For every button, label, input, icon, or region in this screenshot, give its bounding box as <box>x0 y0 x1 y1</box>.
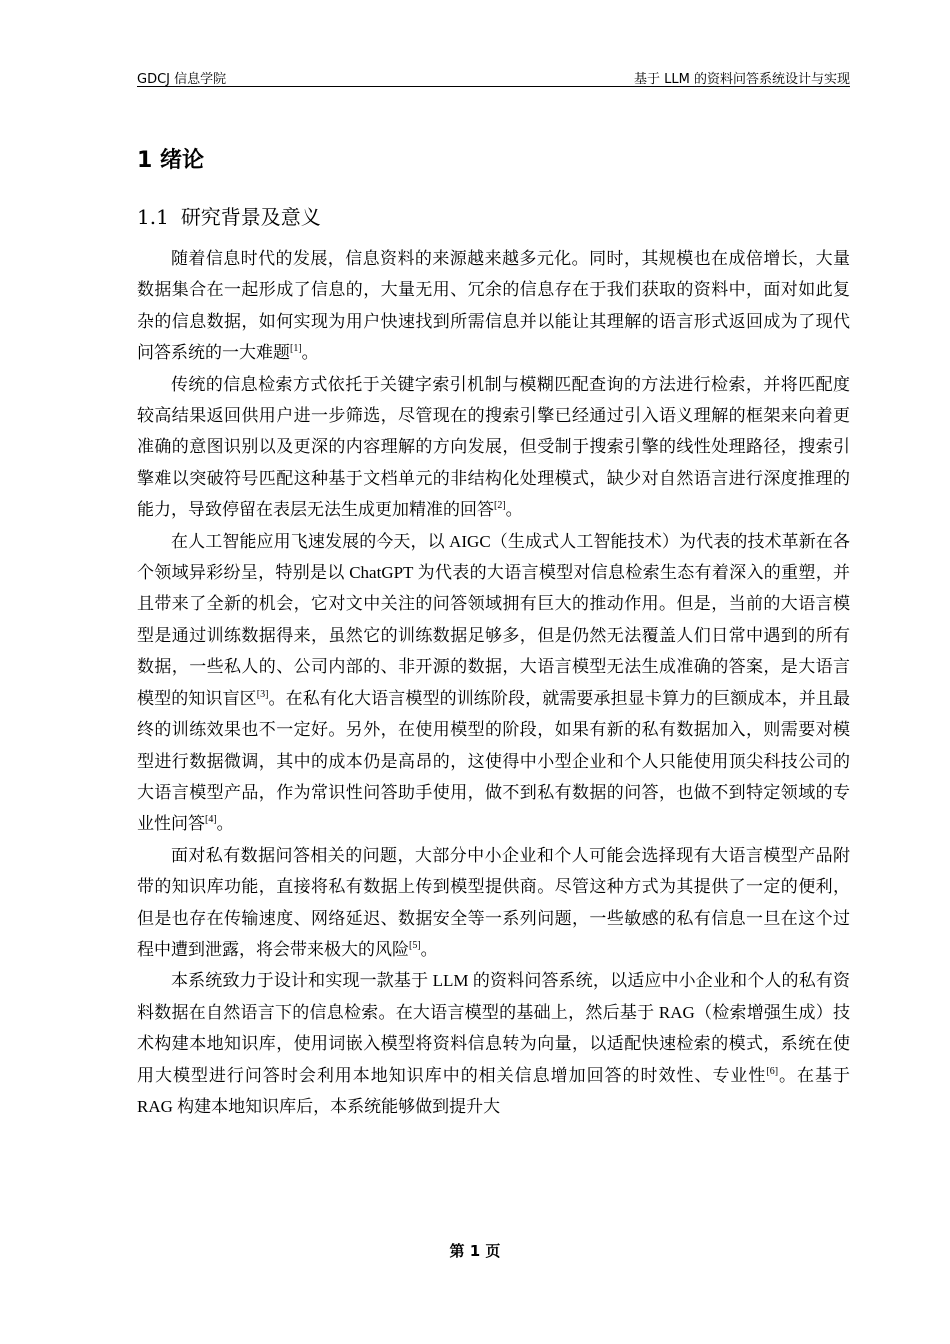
citation-ref[interactable]: [3] <box>256 688 269 700</box>
citation-ref[interactable]: [5] <box>409 939 421 951</box>
body-text <box>137 243 850 1122</box>
section-title: 研究背景及意义 <box>180 205 321 229</box>
paragraph: 在人工智能应用飞速发展的今天，以 AIGC（生成式人工智能技术）为代表的技术革新在各个领域异彩纷呈，特别是以 ChatGPT 为代表的大语言模型对信息检索生态有着深入的重塑，并且带来了全新的机会，它对文中关注的问答领域拥有巨大的推动作用。但是，当前的大语言模型是通过训练数据得来，虽然它的训练数据足够多，但是仍然无法覆盖人们日常中遇到的所有数据，一些私人的、公司内部的、非开源的数据，大语言模型无法生成准确的答案，是大语言模型的知识盲区[3]。在私有化大语言模型的训练阶段，就需要承担显卡算力的巨额成本，并且最终的训练效果也不一定好。另外，在使用模型的阶段，如果有新的私有数据加入，则需要对模型进行数据微调，其中的成本仍是高昂的，这使得中小型企业和个人只能使用顶尖科技公司的大语言模型产品，作为常识性问答助手使用，做不到私有数据的问答，也做不到特定领域的专业性问答[4]。 <box>137 531 851 834</box>
paragraph: 本系统致力于设计和实现一款基于 LLM 的资料问答系统，以适应中小企业和个人的私有资料数据在自然语言下的信息检索。在大语言模型的基础上，然后基于 RAG（检索增强生成）技术构建本地知识库，使用词嵌入模型将资料信息转为向量，以适配快速检索的模式，系统在使用大模型进行问答时会利用本地知识库中的相关信息增加回答的时效性、专业性[6]。在基于 RAG 构建本地知识库后，本系统能够做到提升大 <box>137 971 851 1116</box>
citation-ref[interactable]: [6] <box>766 1065 779 1077</box>
section-number: 1.1 <box>137 205 169 229</box>
header-thesis-title: 基于 LLM 的资料问答系统设计与实现 <box>634 72 850 87</box>
citation-ref[interactable]: [1] <box>290 343 302 355</box>
page-number: 第 1 页 <box>449 1242 501 1260</box>
header-institution: GDCJ 信息学院 <box>137 72 227 87</box>
page-header <box>137 66 850 87</box>
paragraph: 面对私有数据问答相关的问题，大部分中小企业和个人可能会选择现有大语言模型产品附带的知识库功能，直接将私有数据上传到模型提供商。尽管这种方式为其提供了一定的便利，但是也存在传输速度、网络延迟、数据安全等一系列问题，一些敏感的私有信息一旦在这个过程中遭到泄露，将会带来极大的风险[5]。 <box>137 845 850 959</box>
paragraph: 传统的信息检索方式依托于关键字索引机制与模糊匹配查询的方法进行检索，并将匹配度较高结果返回供用户进一步筛选，尽管现在的搜索引擎已经通过引入语义理解的框架来向着更准确的意图识别以及更深的内容理解的方向发展，但受制于搜索引擎的线性处理路径，搜索引擎难以突破符号匹配这种基于文档单元的非结构化处理模式，缺少对自然语言进行深度推理的能力，导致停留在表层无法生成更加精准的回答[2]。 <box>137 374 850 520</box>
section-heading <box>137 201 321 230</box>
paragraph: 随着信息时代的发展，信息资料的来源越来越多元化。同时，其规模也在成倍增长，大量数据集合在一起形成了信息的，大量无用、冗余的信息存在于我们获取的资料中，面对如此复杂的信息数据，如何实现为用户快速找到所需信息并以能让其理解的语言形式返回成为了现代问答系统的一大难题[1]。 <box>137 249 850 363</box>
chapter-title: 1 绪论 <box>137 148 204 173</box>
citation-ref[interactable]: [2] <box>494 500 506 512</box>
citation-ref[interactable]: [4] <box>205 814 217 826</box>
